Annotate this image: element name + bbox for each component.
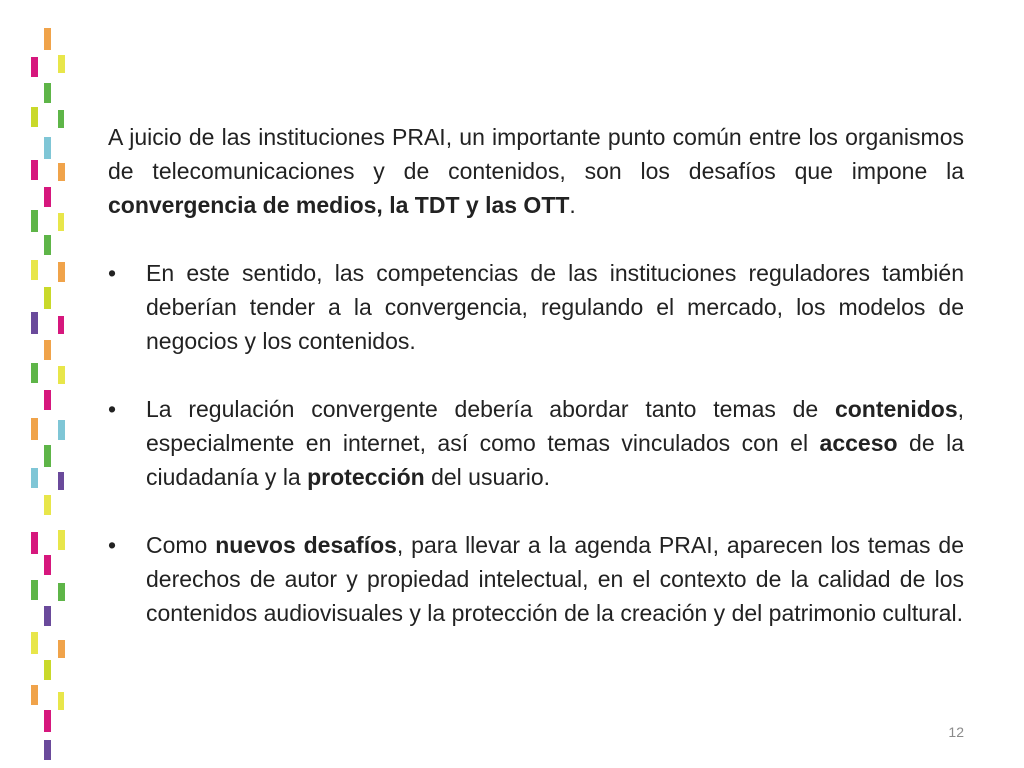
bullet-list — [108, 256, 964, 630]
intro-text: A juicio de las instituciones PRAI, un importante punto común entre los organismos de telecomunicaciones y de contenidos, son los desafíos que impone la — [108, 124, 964, 184]
bullet-item — [108, 528, 964, 630]
deco-bar — [58, 316, 64, 334]
bullet-text: En este sentido, las competencias de las instituciones reguladores también deberían tender a la convergencia, regulando el mercado, los modelos de negocios y los contenidos. — [146, 260, 964, 354]
deco-bar — [58, 262, 65, 282]
deco-bar — [44, 340, 51, 360]
deco-bar — [44, 83, 51, 103]
deco-bar — [58, 583, 65, 601]
deco-bar — [58, 366, 65, 384]
bullet-bold-text: nuevos desafíos — [215, 532, 397, 558]
deco-bar — [44, 740, 51, 760]
deco-bar — [58, 163, 65, 181]
deco-bar — [44, 287, 51, 309]
deco-bar — [44, 495, 51, 515]
deco-bar — [44, 606, 51, 626]
deco-bar — [31, 685, 38, 705]
deco-bar — [31, 468, 38, 488]
deco-bar — [44, 445, 51, 467]
deco-bar — [31, 210, 38, 232]
deco-bar — [58, 213, 64, 231]
deco-bar — [31, 160, 38, 180]
deco-bar — [31, 532, 38, 554]
bullet-dot: • — [108, 260, 117, 286]
bullet-text: , especialmente en internet, así como temas vinculados con el — [146, 396, 964, 456]
bullet-bold-text: acceso — [819, 430, 898, 456]
intro-text-end: . — [569, 192, 576, 218]
bullet-text: La regulación convergente debería abordar tanto temas de — [146, 396, 835, 422]
deco-bar — [58, 55, 65, 73]
deco-bar — [58, 420, 65, 440]
bullet-dot: • — [108, 396, 117, 422]
deco-bar — [58, 692, 64, 710]
bullet-bold-text: contenidos — [834, 396, 958, 422]
bullet-text: Como — [146, 532, 216, 558]
deco-bar — [44, 137, 51, 159]
deco-bar — [31, 632, 38, 654]
deco-bar — [31, 107, 38, 127]
page-number: 12 — [948, 724, 964, 740]
bullet-bold-text: protección — [307, 464, 425, 490]
deco-bar — [31, 57, 38, 77]
deco-bar — [31, 580, 38, 600]
deco-bar — [58, 472, 64, 490]
deco-bar — [31, 363, 38, 383]
intro-bold-text: convergencia de medios, la TDT y las OTT — [108, 192, 570, 218]
deco-bar — [44, 555, 51, 575]
intro-paragraph — [108, 120, 964, 222]
bullet-dot: • — [108, 532, 117, 558]
bullet-text: , para llevar a la agenda PRAI, aparecen los temas de derechos de autor y propiedad intelectual, en el contexto de la calidad de los contenidos audiovisuales y la protección de la creación y del patrimonio cultural. — [146, 532, 964, 626]
deco-bar — [58, 110, 64, 128]
deco-bar — [44, 390, 51, 410]
decorative-border — [0, 0, 90, 768]
deco-bar — [58, 530, 65, 550]
deco-bar — [44, 710, 51, 732]
deco-bar — [44, 660, 51, 680]
deco-bar — [31, 260, 38, 280]
bullet-item — [108, 256, 964, 358]
slide-body — [108, 120, 964, 630]
deco-bar — [31, 312, 38, 334]
deco-bar — [44, 187, 51, 207]
deco-bar — [44, 235, 51, 255]
bullet-text: del usuario. — [424, 464, 551, 490]
bullet-text: de la ciudadanía y la — [146, 430, 965, 490]
bullet-item — [108, 392, 964, 494]
deco-bar — [58, 640, 65, 658]
deco-bar — [31, 418, 38, 440]
deco-bar — [44, 28, 51, 50]
